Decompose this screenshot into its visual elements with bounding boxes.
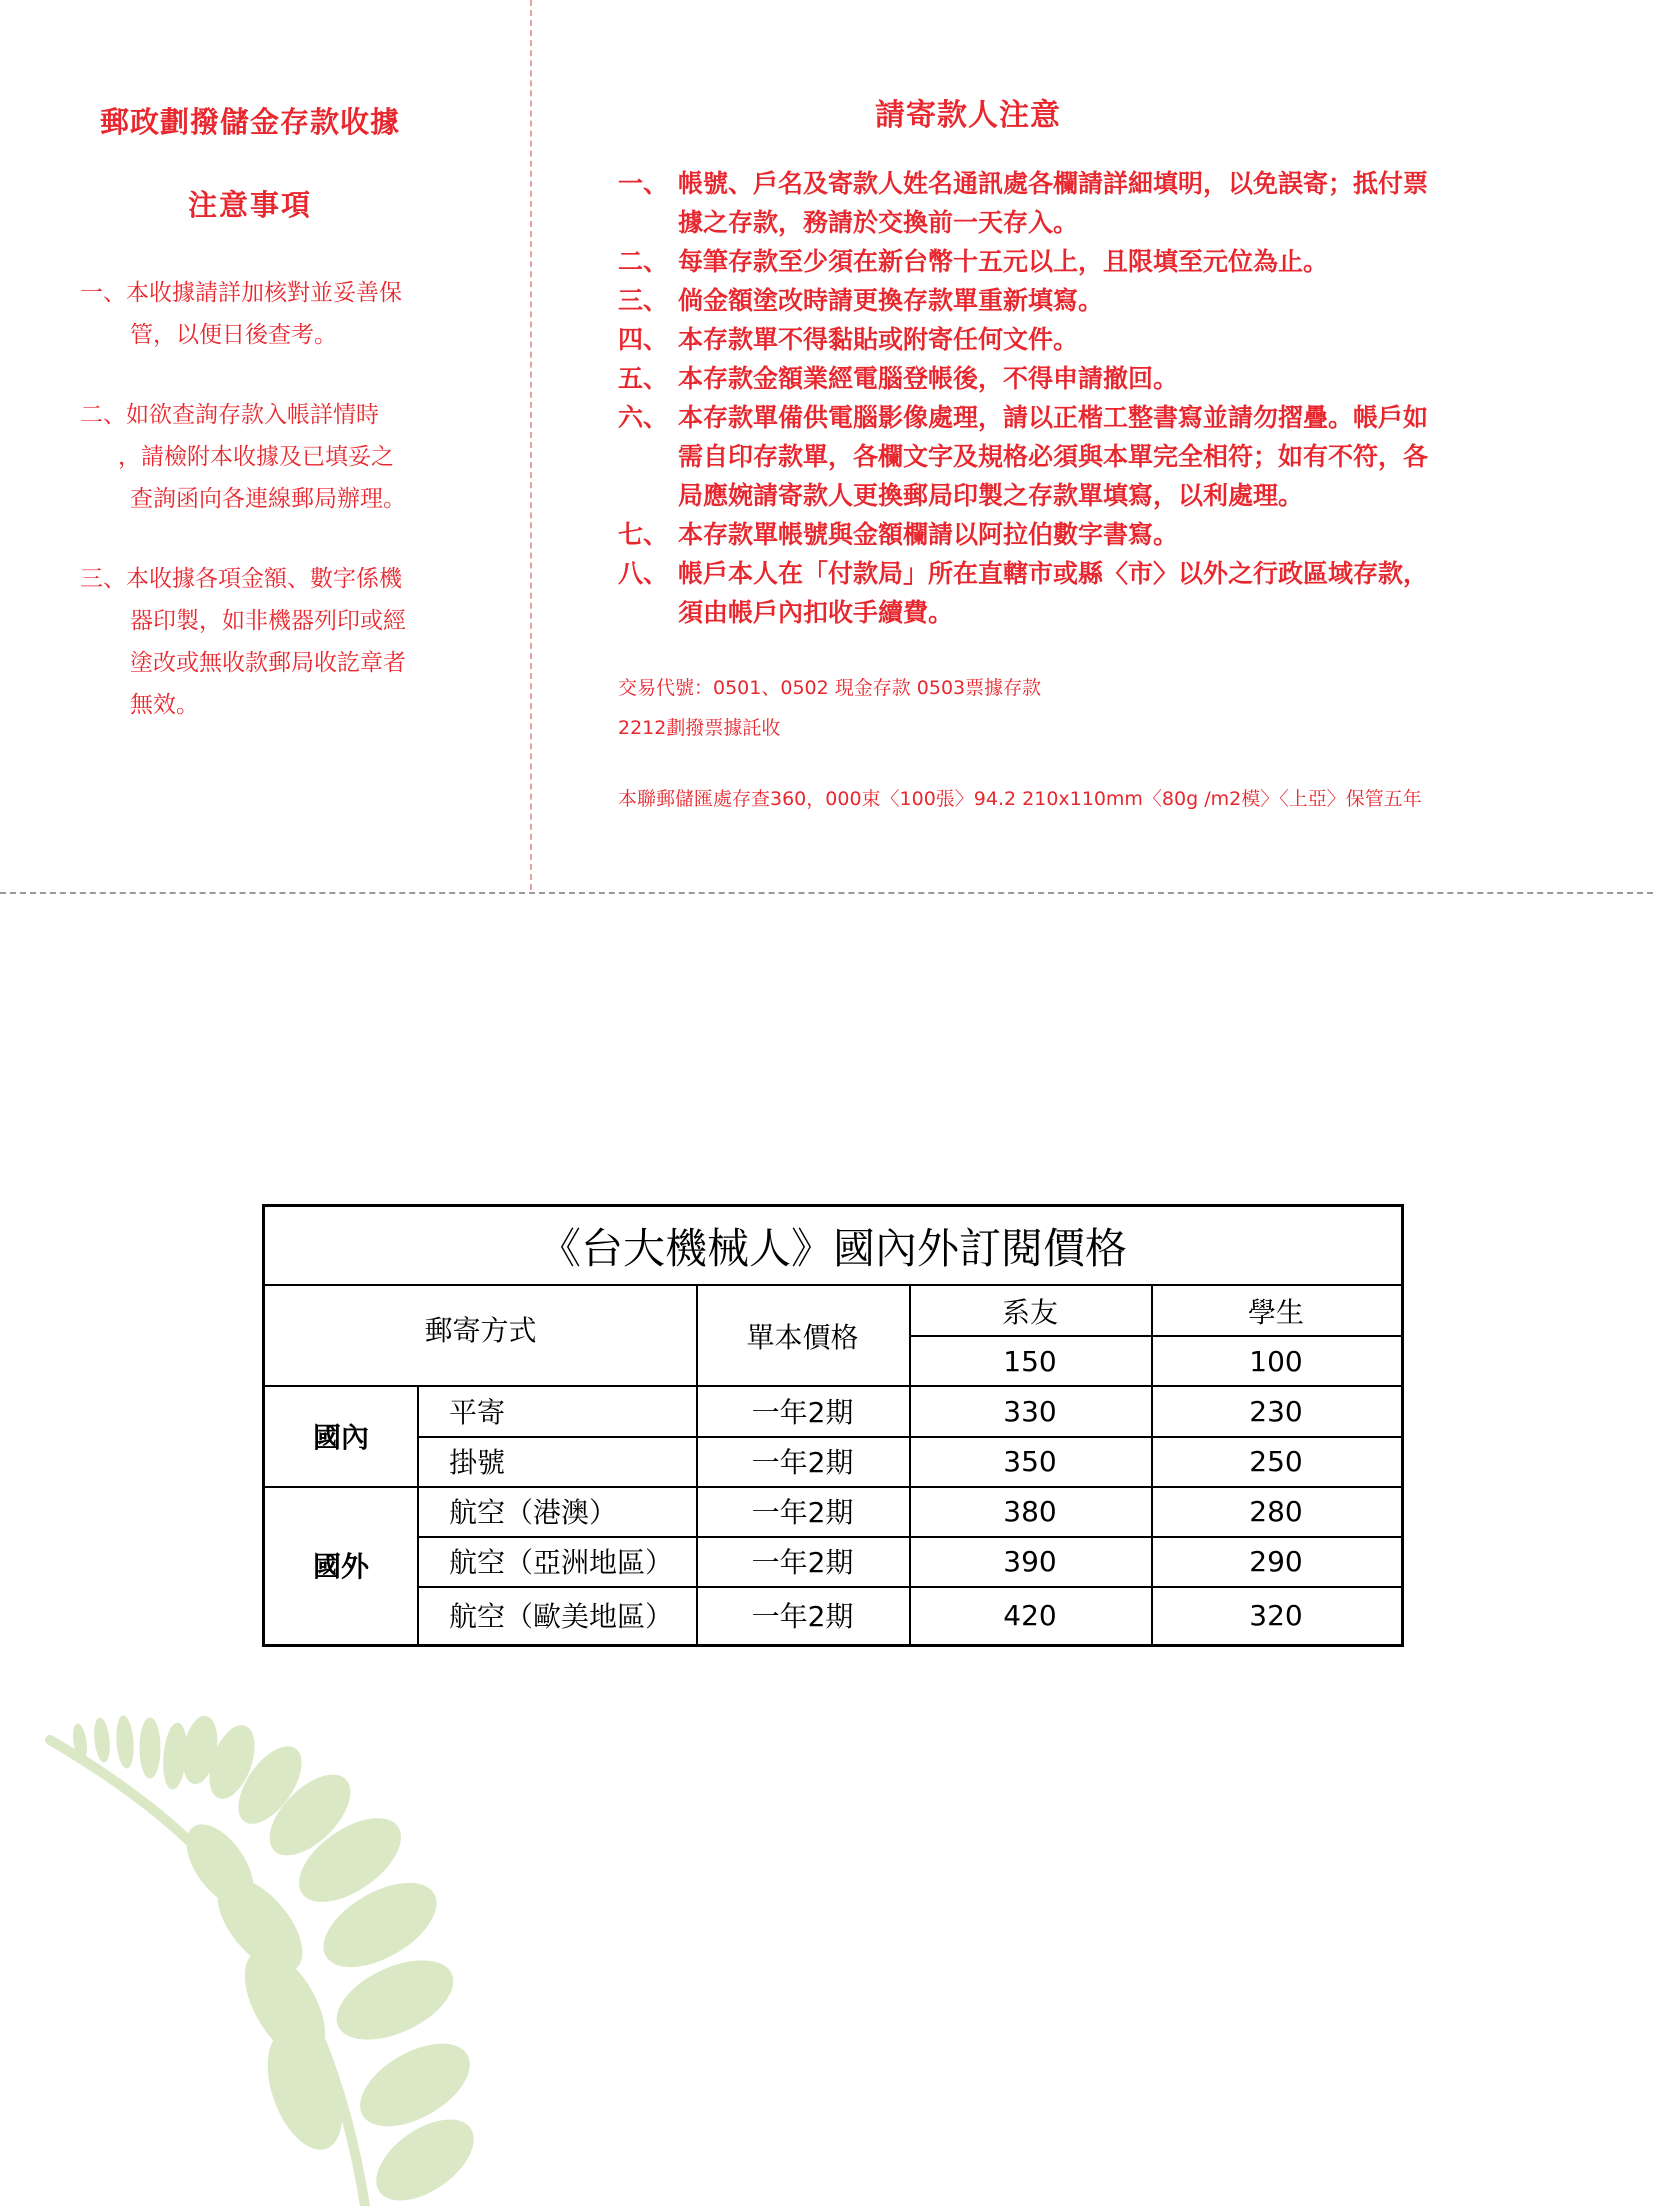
item-number: 三、 <box>80 566 126 592</box>
item-text: 須由帳戶內扣收手續費。 <box>678 598 954 627</box>
row-alumni-price: 350 <box>1003 1444 1057 1478</box>
notice-item <box>618 164 1618 242</box>
item-text: 如欲查詢存款入帳詳情時 <box>126 402 379 428</box>
row-alumni-price: 380 <box>1003 1494 1057 1528</box>
item-text: 倘金額塗改時請更換存款單重新填寫。 <box>678 286 1104 315</box>
item-text: 據之存款，務請於交換前一天存入。 <box>678 208 1079 237</box>
item-text: 器印製，如非機器列印或經 <box>130 608 406 634</box>
item-number: 一、 <box>618 169 669 198</box>
header-student: 學生 <box>1247 1296 1304 1329</box>
item-text: 局應婉請寄款人更換郵局印製之存款單填寫，以利處理。 <box>678 481 1304 510</box>
row-alumni-price: 330 <box>1003 1394 1057 1428</box>
receipt-section <box>80 100 460 726</box>
notice-item <box>618 242 1618 281</box>
receipt-item <box>80 558 460 726</box>
table-title: 《台大機械人》國內外訂閱價格 <box>265 1207 1401 1286</box>
row-period: 一年2期 <box>751 1396 854 1429</box>
notice-item <box>618 359 1618 398</box>
notice-item <box>618 281 1618 320</box>
row-student-price: 320 <box>1249 1598 1303 1632</box>
item-text: 本收據各項金額、數字係機 <box>126 566 402 592</box>
item-number: 六、 <box>618 403 669 432</box>
row-student-price: 290 <box>1249 1544 1303 1578</box>
item-text: 每筆存款至少須在新台幣十五元以上，且限填至元位為止。 <box>678 247 1329 276</box>
header-method: 郵寄方式 <box>424 1314 537 1347</box>
item-number: 八、 <box>618 559 669 588</box>
notice-item <box>618 398 1618 515</box>
notice-title: 請寄款人注意 <box>875 98 1061 133</box>
item-number: 三、 <box>618 286 669 315</box>
item-text: 本存款單帳號與金額欄請以阿拉伯數字書寫。 <box>678 520 1179 549</box>
item-text: 需自印存款單，各欄文字及規格必須與本單完全相符；如有不符，各 <box>678 442 1429 471</box>
transaction-line: 交易代號：0501、0502 現金存款 0503票據存款 <box>618 677 1042 699</box>
row-method: 航空（港澳） <box>449 1496 618 1529</box>
group-domestic: 國內 <box>312 1421 369 1454</box>
item-text: 本存款單不得黏貼或附寄任何文件。 <box>678 325 1079 354</box>
receipt-title: 郵政劃撥儲金存款收據 <box>99 105 400 139</box>
item-number: 四、 <box>618 325 669 354</box>
row-period: 一年2期 <box>751 1446 854 1479</box>
item-number: 二、 <box>618 247 669 276</box>
fern-leaf-icon <box>20 1690 580 2206</box>
print-info: 本聯郵儲匯處存查360，000束〈100張〉94.2 210x110mm〈80g /m2模〉〈上亞〉保管五年 <box>618 788 1422 810</box>
row-student-price: 230 <box>1249 1394 1303 1428</box>
item-number: 一、 <box>80 280 126 306</box>
row-method: 掛號 <box>449 1446 506 1479</box>
item-text: 查詢函向各連線郵局辦理。 <box>130 486 406 512</box>
notice-list <box>618 164 1618 632</box>
subscription-price-table <box>262 1204 1404 1647</box>
receipt-subtitle: 注意事項 <box>187 188 312 222</box>
transaction-codes <box>618 668 1618 748</box>
item-text: 管，以便日後查考。 <box>130 322 337 348</box>
student-single-price: 100 <box>1249 1344 1303 1378</box>
alumni-single-price: 150 <box>1003 1344 1057 1378</box>
item-text: ，請檢附本收據及已填妥之 <box>118 444 394 470</box>
item-text: 無效。 <box>130 692 199 718</box>
item-text: 本存款金額業經電腦登帳後，不得申請撤回。 <box>678 364 1179 393</box>
row-alumni-price: 420 <box>1003 1598 1057 1632</box>
item-text: 本收據請詳加核對並妥善保 <box>126 280 402 306</box>
row-method: 平寄 <box>449 1396 506 1429</box>
notice-item <box>618 554 1618 632</box>
row-period: 一年2期 <box>751 1546 854 1579</box>
notice-item <box>618 515 1618 554</box>
row-student-price: 250 <box>1249 1444 1303 1478</box>
row-method: 航空（亞洲地區） <box>449 1546 674 1579</box>
group-overseas: 國外 <box>312 1550 369 1583</box>
item-text: 帳戶本人在「付款局」所在直轄市或縣〈市〉以外之行政區域存款， <box>678 559 1429 588</box>
row-period: 一年2期 <box>751 1496 854 1529</box>
item-text: 塗改或無收款郵局收訖章者 <box>130 650 406 676</box>
item-text: 本存款單備供電腦影像處理，請以正楷工整書寫並請勿摺疊。帳戶如 <box>678 403 1429 432</box>
item-number: 五、 <box>618 364 669 393</box>
notice-item <box>618 320 1618 359</box>
row-alumni-price: 390 <box>1003 1544 1057 1578</box>
row-student-price: 280 <box>1249 1494 1303 1528</box>
header-alumni: 系友 <box>1001 1296 1058 1329</box>
row-period: 一年2期 <box>751 1600 854 1633</box>
item-number: 二、 <box>80 402 126 428</box>
receipt-item <box>80 394 460 520</box>
transaction-line: 2212劃撥票據託收 <box>618 717 781 739</box>
notice-section <box>618 90 1618 811</box>
horizontal-cut-line <box>0 892 1653 894</box>
item-number: 七、 <box>618 520 669 549</box>
header-unit-price: 單本價格 <box>746 1321 859 1354</box>
item-text: 帳號、戶名及寄款人姓名通訊處各欄請詳細填明，以免誤寄；抵付票 <box>678 169 1429 198</box>
row-method: 航空（歐美地區） <box>449 1600 674 1633</box>
receipt-item <box>80 272 460 356</box>
